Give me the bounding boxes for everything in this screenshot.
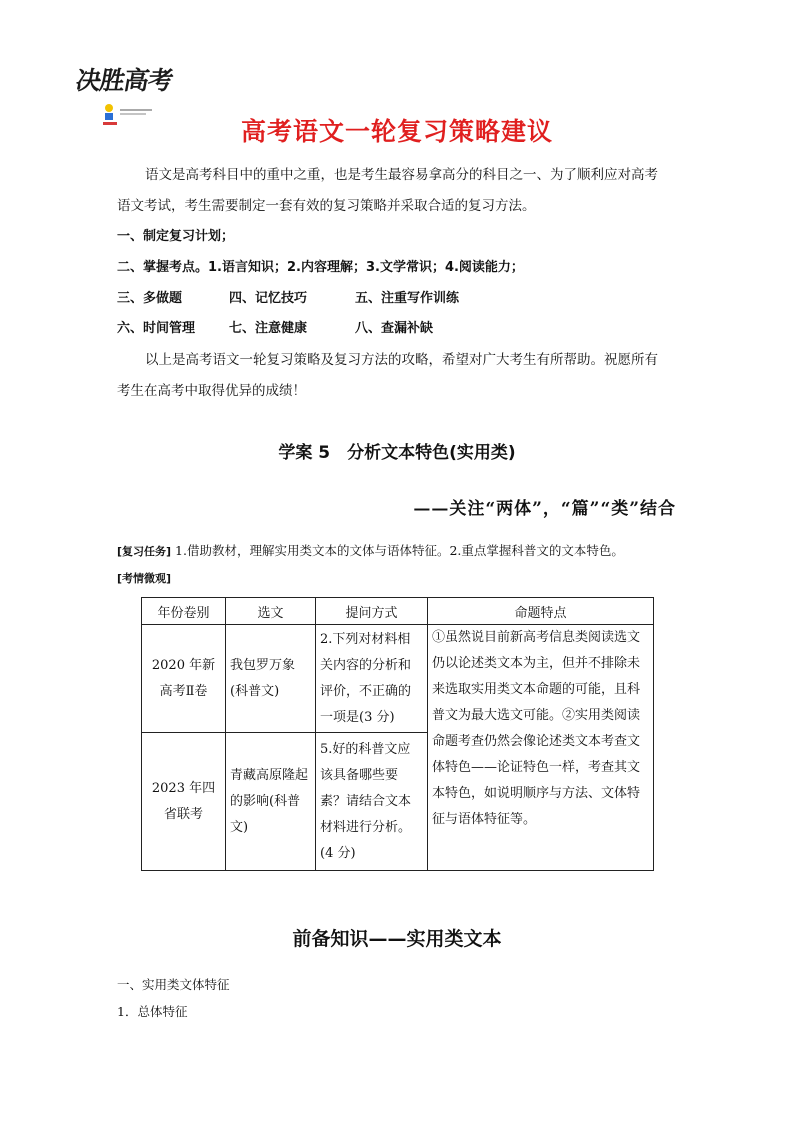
subsection-heading: 1．总体特征 [117, 1004, 188, 1019]
table-header-row [142, 598, 654, 625]
main-title: 高考语文一轮复习策略建议 [240, 117, 553, 146]
exam-table [141, 597, 654, 871]
table-row [142, 625, 654, 733]
conclusion-line-1: 以上是高考语文一轮复习策略及复习方法的攻略，希望对广大考生有所帮助。祝愿所有 [145, 352, 658, 368]
table-header: 选文 [226, 598, 316, 625]
table-cell-features: ①虽然说目前新高考信息类阅读选文仍以论述类文本为主，但并不排除未来选取实用类文本命题的可能，且科普文为最大选文可能。②实用类阅读命题考查仍然会像论述类文本考查文体特色——论证特色一样，考查其文本特色，如说明顺序与方法、文体特征与语体特征等。 [428, 625, 654, 871]
strategy-1: 一、制定复习计划； [117, 229, 235, 244]
conclusion-line-2: 考生在高考中取得优异的成绩！ [117, 383, 306, 399]
table-cell-text: 青藏高原隆起的影响(科普文) [226, 733, 316, 871]
strategy-3: 三、多做题 [117, 291, 183, 306]
table-cell-question: 5.好的科普文应该具备哪些要素？请结合文本材料进行分析。(4 分) [316, 733, 428, 871]
strategy-7: 七、注意健康 [229, 321, 308, 336]
strategy-8: 八、查漏补缺 [355, 321, 434, 336]
table-cell-year: 2023 年四省联考 [142, 733, 226, 871]
review-task [117, 541, 624, 559]
table-header: 命题特点 [428, 598, 654, 625]
table-cell-text: 我包罗万象(科普文) [226, 625, 316, 733]
table-header: 年份卷别 [142, 598, 226, 625]
lesson-title: 学案 5 分析文本特色(实用类) [278, 443, 516, 463]
strategy-2: 二、掌握考点。1.语言知识；2.内容理解；3.文学常识；4.阅读能力； [117, 260, 524, 275]
lesson-subtitle: ——关注“两体”，“篇”“类”结合 [413, 499, 676, 519]
exam-tag: [考情微观] [117, 572, 172, 585]
review-task-text: 1.借助教材，理解实用类文本的文体与语体特征。2.重点掌握科普文的文本特色。 [171, 543, 624, 558]
strategy-4: 四、记忆技巧 [229, 291, 308, 306]
section-heading: 一、实用类文体特征 [117, 977, 230, 992]
strategy-5: 五、注重写作训练 [355, 291, 460, 306]
table-header: 提问方式 [316, 598, 428, 625]
review-task-tag: [复习任务] [117, 545, 172, 558]
table-cell-question: 2.下列对材料相关内容的分析和评价，不正确的一项是(3 分) [316, 625, 428, 733]
strategy-6: 六、时间管理 [117, 321, 196, 336]
logo-text: 决胜高考 [73, 66, 175, 95]
intro-line-1: 语文是高考科目中的重中之重，也是考生最容易拿高分的科目之一、为了顺利应对高考 [145, 167, 658, 183]
intro-line-2: 语文考试，考生需要制定一套有效的复习策略并采取合适的复习方法。 [117, 198, 536, 214]
table-cell-year: 2020 年新高考Ⅱ卷 [142, 625, 226, 733]
pre-knowledge-title: 前备知识——实用类文本 [292, 928, 502, 950]
